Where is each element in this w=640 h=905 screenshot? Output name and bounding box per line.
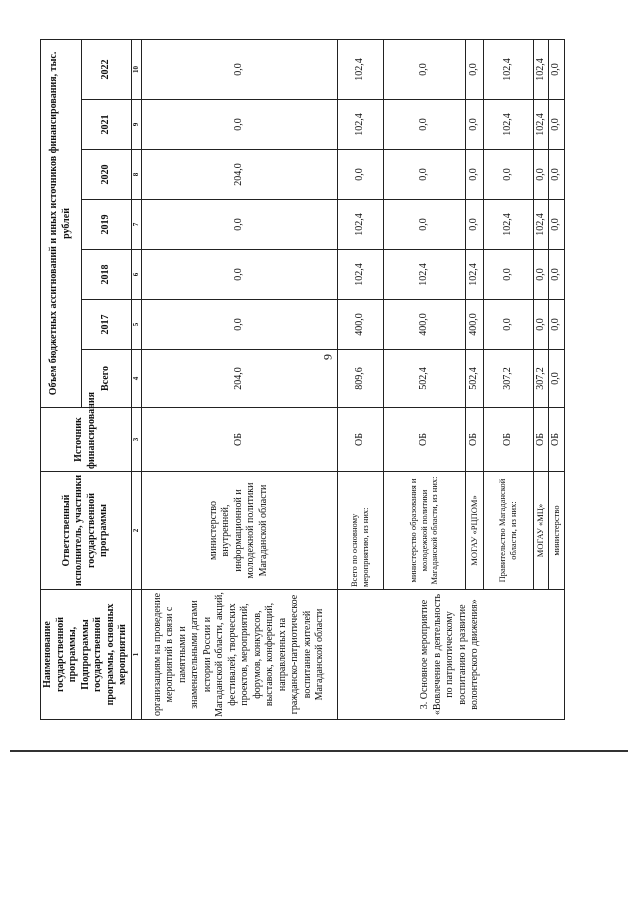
value-cell: 102,4 (337, 200, 383, 250)
value-cell: 0,0 (465, 100, 483, 150)
value-cell: 102,4 (337, 100, 383, 150)
row-name: 3. Основное мероприятие «Вовлечение в деятельность по патриотическому воспитанию и развитие волонтерского движения» (337, 590, 564, 720)
value-cell: 0,0 (483, 300, 533, 350)
row-responsible: министерство образования и молодежной политики Магаданской области, из них: (383, 472, 465, 590)
column-number: 2 (131, 472, 141, 590)
value-cell: 102,4 (383, 250, 465, 300)
value-cell: 0,0 (383, 100, 465, 150)
column-number: 6 (131, 250, 141, 300)
row-responsible: министерство (549, 472, 565, 590)
row-source: ОБ (549, 408, 565, 472)
header-volume: Объем бюджетных ассигнований и иных источников финансирования, тыс. рублей (41, 39, 82, 407)
header-name: Наименование государственной программы, Подпрограммы государственной программы, основных мероприятий (41, 590, 132, 720)
value-cell: 102,4 (533, 39, 549, 99)
value-cell: 0,0 (483, 150, 533, 200)
value-cell: 0,0 (141, 100, 337, 150)
column-number: 5 (131, 300, 141, 350)
row-source: ОБ (141, 408, 337, 472)
value-cell: 502,4 (465, 350, 483, 408)
page-number: 9 (320, 354, 335, 360)
value-cell: 102,4 (483, 100, 533, 150)
value-cell: 0,0 (549, 39, 565, 99)
value-cell: 502,4 (383, 350, 465, 408)
budget-table (40, 39, 565, 720)
rotated-table-container (40, 40, 561, 720)
value-cell: 0,0 (383, 39, 465, 99)
row-source: ОБ (337, 408, 383, 472)
value-cell: 0,0 (465, 200, 483, 250)
value-cell: 0,0 (465, 39, 483, 99)
row-source: ОБ (383, 408, 465, 472)
header-year: 2022 (81, 39, 131, 99)
row-responsible: МОГАУ «МЦ» (533, 472, 549, 590)
value-cell: 0,0 (141, 200, 337, 250)
value-cell: 809,6 (337, 350, 383, 408)
value-cell: 400,0 (465, 300, 483, 350)
page-divider (10, 750, 628, 752)
table-row (141, 39, 337, 719)
row-source: ОБ (465, 408, 483, 472)
value-cell: 204,0 (141, 350, 337, 408)
value-cell: 0,0 (483, 250, 533, 300)
value-cell: 102,4 (483, 39, 533, 99)
value-cell: 102,4 (337, 250, 383, 300)
value-cell: 102,4 (483, 200, 533, 250)
row-responsible: Правительство Магаданской области, из них: (483, 472, 533, 590)
value-cell: 0,0 (533, 250, 549, 300)
header-year: 2020 (81, 150, 131, 200)
value-cell: 0,0 (549, 300, 565, 350)
row-name: организациям на проведение мероприятий в связи с памятными и знаменательными датами истории России и Магаданской области, акций, фестивалей, творческих проектов, мероприятий, форумов, конкурсов, выставок, конференций, направленных на гражданско-патриотическое воспитание жителей Магаданской области (141, 590, 337, 720)
value-cell: 307,2 (483, 350, 533, 408)
column-number: 1 (131, 590, 141, 720)
value-cell: 204,0 (141, 150, 337, 200)
value-cell: 0,0 (337, 150, 383, 200)
header-total: Всего (81, 350, 131, 408)
value-cell: 0,0 (549, 200, 565, 250)
value-cell: 0,0 (141, 39, 337, 99)
value-cell: 400,0 (383, 300, 465, 350)
column-number: 4 (131, 350, 141, 408)
header-responsible: Ответственный исполнитель, участники государственной программы (41, 472, 132, 590)
value-cell: 102,4 (465, 250, 483, 300)
value-cell: 102,4 (533, 100, 549, 150)
header-year: 2021 (81, 100, 131, 150)
value-cell: 0,0 (141, 250, 337, 300)
value-cell: 0,0 (465, 150, 483, 200)
header-year: 2019 (81, 200, 131, 250)
row-source: ОБ (533, 408, 549, 472)
table-row (337, 39, 383, 719)
value-cell: 0,0 (549, 250, 565, 300)
row-responsible: Всего по основному мероприятию, из них: (337, 472, 383, 590)
row-responsible: МОГАУ «РЦПОМ» (465, 472, 483, 590)
value-cell: 102,4 (337, 39, 383, 99)
value-cell: 0,0 (549, 150, 565, 200)
header-year: 2018 (81, 250, 131, 300)
column-number: 7 (131, 200, 141, 250)
column-number: 8 (131, 150, 141, 200)
column-number: 10 (131, 39, 141, 99)
value-cell: 0,0 (383, 200, 465, 250)
header-source: Источник финансирования (41, 408, 132, 472)
value-cell: 400,0 (337, 300, 383, 350)
value-cell: 0,0 (549, 350, 565, 408)
column-number: 3 (131, 408, 141, 472)
value-cell: 0,0 (533, 300, 549, 350)
row-responsible: министерство внутренней, информационной и молодежной политики Магаданской области (141, 472, 337, 590)
row-source: ОБ (483, 408, 533, 472)
header-year: 2017 (81, 300, 131, 350)
value-cell: 0,0 (549, 100, 565, 150)
value-cell: 307,2 (533, 350, 549, 408)
value-cell: 0,0 (141, 300, 337, 350)
column-number: 9 (131, 100, 141, 150)
value-cell: 0,0 (383, 150, 465, 200)
value-cell: 102,4 (533, 200, 549, 250)
value-cell: 0,0 (533, 150, 549, 200)
